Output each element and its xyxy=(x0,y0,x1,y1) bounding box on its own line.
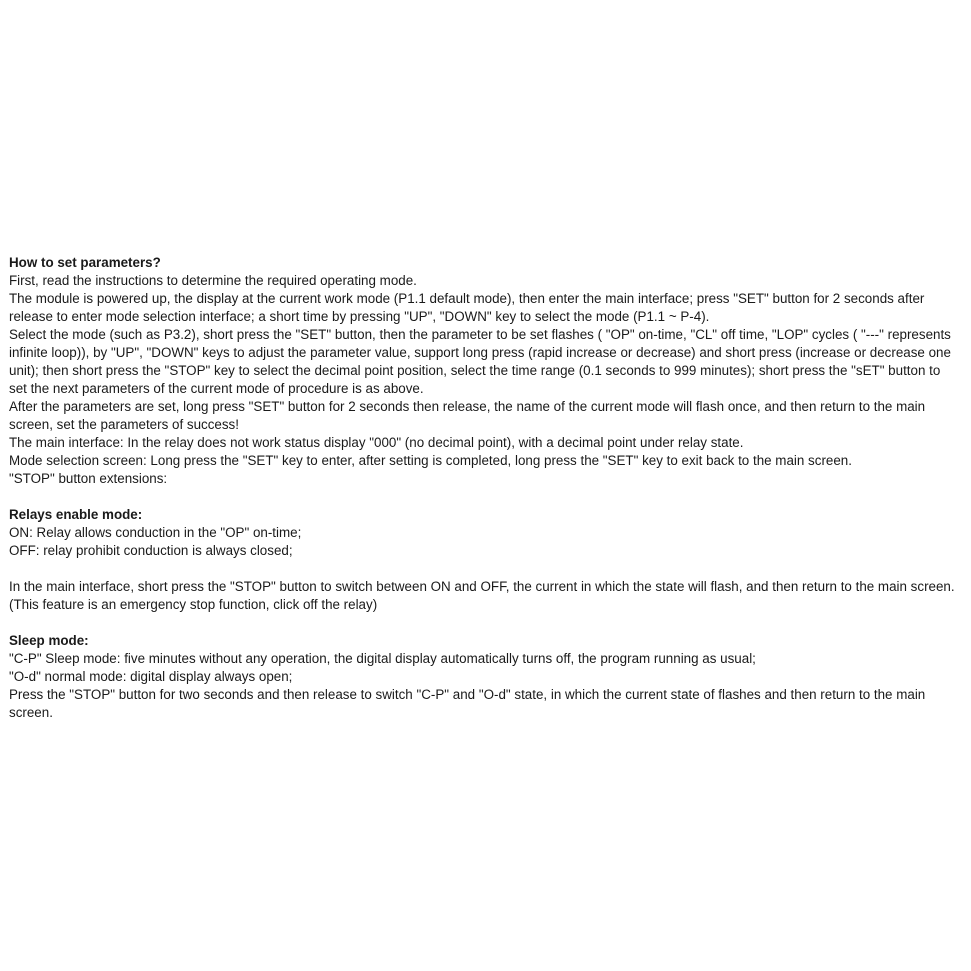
spacer xyxy=(9,488,959,506)
set-parameters-line: "STOP" button extensions: xyxy=(9,471,168,486)
sleep-line: Press the "STOP" button for two seconds and then release to switch "C-P" and "O-d" state, in which the current state of flashes and then return to the main screen. xyxy=(9,687,926,720)
spacer xyxy=(9,560,959,578)
set-parameters-line: The main interface: In the relay does not work status display "000" (no decimal point), with a decimal point under relay state. xyxy=(9,435,744,450)
set-parameters-section xyxy=(9,254,959,488)
sleep-line: "C-P" Sleep mode: five minutes without any operation, the digital display automatically turns off, the program running as usual; xyxy=(9,651,756,666)
spacer xyxy=(9,614,959,632)
relays-heading: Relays enable mode: xyxy=(9,507,143,522)
set-parameters-heading: How to set parameters? xyxy=(9,255,161,270)
set-parameters-line: Select the mode (such as P3.2), short press the "SET" button, then the parameter to be set flashes ( "OP" on-time, "CL" off time, "LOP" cycles ( "---" represents infinite loop)), by "UP", "DOWN" keys to adjust the parameter value, support long press (rapid increase or decrease) and short press (increase or decrease one unit); then short press the "STOP" key to select the decimal point position, select the time range (0.1 seconds to 999 minutes); short press the "sET" button to set the next parameters of the current mode of procedure is as above. xyxy=(9,327,951,396)
relays-section xyxy=(9,506,959,614)
instructions-document xyxy=(9,254,959,722)
set-parameters-line: Mode selection screen: Long press the "SET" key to enter, after setting is completed, long press the "SET" key to exit back to the main screen. xyxy=(9,453,852,468)
relays-note: In the main interface, short press the "STOP" button to switch between ON and OFF, the current in which the state will flash, and then return to the main screen. (This feature is an emergency stop function, click off the relay) xyxy=(9,579,955,612)
relays-line: ON: Relay allows conduction in the "OP" on-time; xyxy=(9,525,302,540)
sleep-heading: Sleep mode: xyxy=(9,633,89,648)
set-parameters-line: The module is powered up, the display at the current work mode (P1.1 default mode), then enter the main interface; press "SET" button for 2 seconds after release to enter mode selection interface; a short time by pressing "UP", "DOWN" key to select the mode (P1.1 ~ P-4). xyxy=(9,291,925,324)
relays-line: OFF: relay prohibit conduction is always closed; xyxy=(9,543,293,558)
set-parameters-line: First, read the instructions to determine the required operating mode. xyxy=(9,273,417,288)
set-parameters-line: After the parameters are set, long press "SET" button for 2 seconds then release, the name of the current mode will flash once, and then return to the main screen, set the parameters of success! xyxy=(9,399,926,432)
sleep-section xyxy=(9,632,959,722)
sleep-line: "O-d" normal mode: digital display always open; xyxy=(9,669,293,684)
